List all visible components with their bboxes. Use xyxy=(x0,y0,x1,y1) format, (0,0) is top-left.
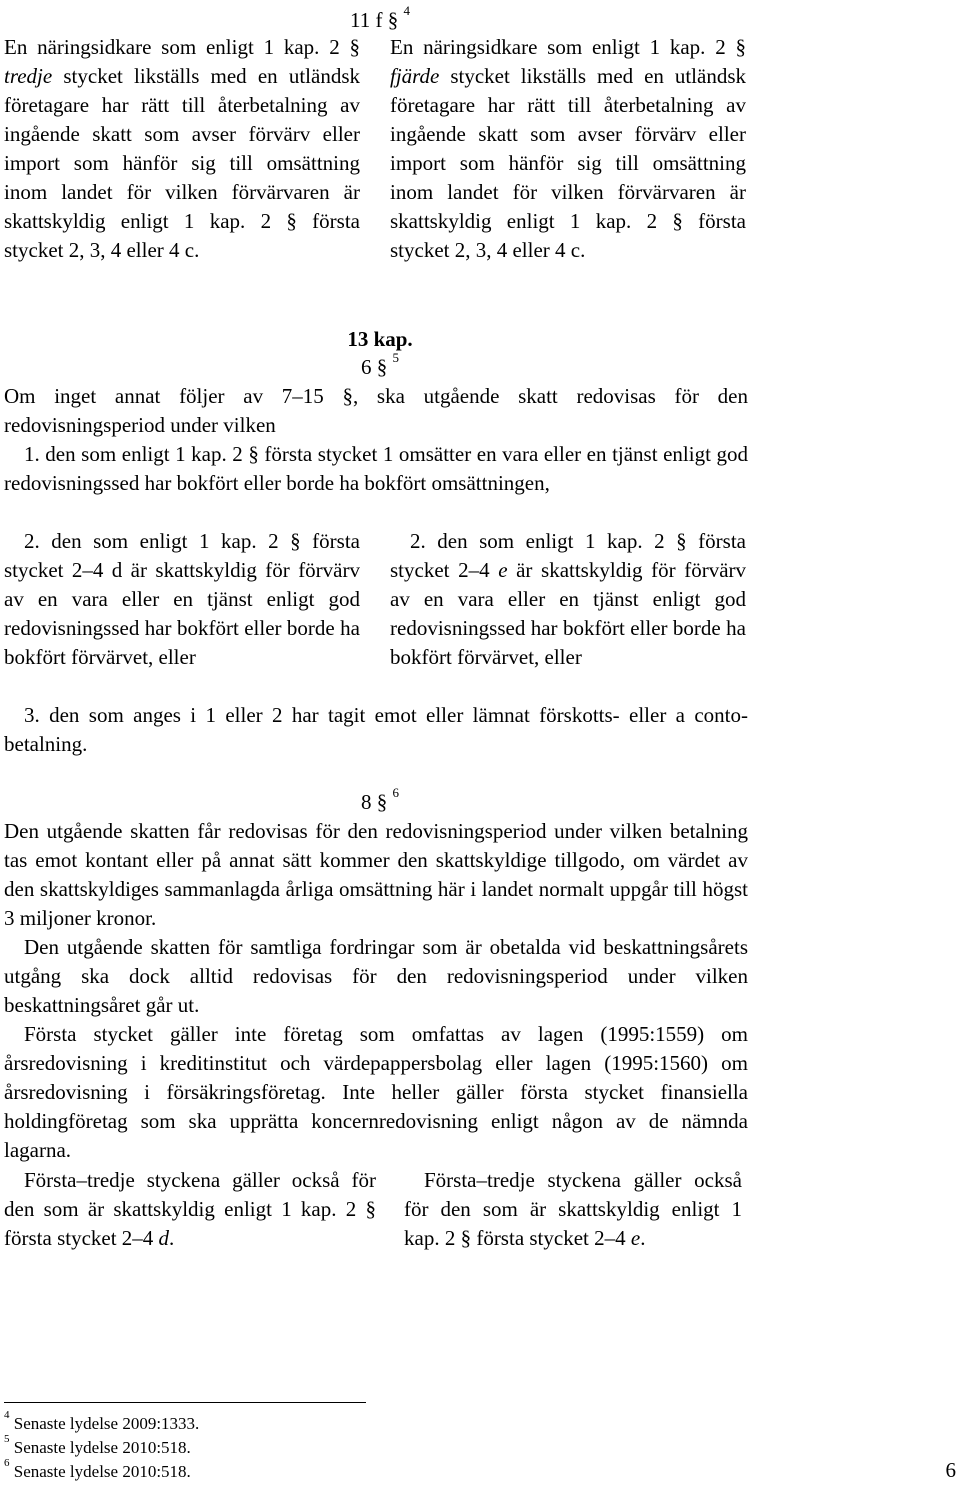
chapter-heading: 13 kap. xyxy=(347,327,413,351)
section-8-paragraph-4-left: Första–tredje styckena gäller också för den som är skattskyldig enligt 1 kap. 2 § första stycket 2–4 d. xyxy=(4,1168,376,1250)
section-8-paragraph-2: Den utgående skatten för samtliga fordringar som är obetalda vid beskattningsårets utgång ska dock alltid redovisas för den redovisningsperiod under vilken beskattningsåret går ut. xyxy=(4,935,748,1017)
section-heading-11f: 11 f § $^4$ xyxy=(350,3,410,32)
section-6-item-2-left: 2. den som enligt 1 kap. 2 § första stycket 2–4 d är skattskyldig för förvärv av en vara eller en tjänst enligt god redovisningssed har bokfört eller borde ha bokfört förvärvet, eller xyxy=(4,529,360,669)
footnote-5: $^5$ Senaste lydelse 2010:518. xyxy=(4,1433,191,1457)
section-8-paragraph-3: Första stycket gäller inte företag som omfattas av lagen (1995:1559) om årsredovisning i kreditinstitut och värdepappersbolag eller lagen (1995:1560) om årsredovisning i försäkringsföretag. Inte heller gäller första stycket finansiella holdingföretag som ska upprätta koncernredovisning enligt någon av de nämnda lagarna. xyxy=(4,1022,748,1162)
footnote-ref-6: 6 xyxy=(392,785,399,800)
section-heading-6: 6 § $^5$ xyxy=(361,350,399,379)
footnote-rule xyxy=(4,1402,366,1403)
section-8-paragraph-1: Den utgående skatten får redovisas för den redovisningsperiod under vilken betalning tas emot kontant eller på annat sätt kommer den skattskyldige tillgodo, om värdet av den skattskyldiges sammanlagda årliga omsättning här i landet normalt uppgår till högst 3 miljoner kronor. xyxy=(4,819,748,930)
footnote-ref-5: 5 xyxy=(392,350,399,365)
section-heading-8: 8 § $^6$ xyxy=(361,785,399,814)
section-11f-left-column: En näringsidkare som enligt 1 kap. 2 § tredje stycket likställs med en utländsk företagare har rätt till återbetalning av ingående skatt som avser förvärv eller import som hänför sig till omsättning inom landet för vilken förvärvaren är skattskyldig enligt 1 kap. 2 § första stycket 2, 3, 4 eller 4 c. xyxy=(4,35,360,262)
section-6-intro: Om inget annat följer av 7–15 §, ska utgående skatt redovisas för den redovisningsperiod under vilken xyxy=(4,384,748,437)
section-6-item-2-right: 2. den som enligt 1 kap. 2 § första stycket 2–4 e är skattskyldig för förvärv av en vara eller en tjänst enligt god redovisningssed har bokfört eller borde ha bokfört förvärvet, eller xyxy=(390,529,747,669)
footnote-6: $^6$ Senaste lydelse 2010:518. xyxy=(4,1457,191,1481)
section-6-item-1: 1. den som enligt 1 kap. 2 § första stycket 1 omsätter en vara eller en tjänst enligt god redovisningssed har bokfört eller borde ha bokfört omsättningen, xyxy=(4,442,748,495)
footnote-ref-4: 4 xyxy=(403,3,410,18)
section-8-paragraph-4-right: Första–tredje styckena gäller också för den som är skattskyldig enligt 1 kap. 2 § första stycket 2–4 e. xyxy=(404,1168,742,1250)
footnote-4: $^4$ Senaste lydelse 2009:1333. xyxy=(4,1409,200,1433)
section-11f-right-column: En näringsidkare som enligt 1 kap. 2 § fjärde stycket likställs med en utländsk företagare har rätt till återbetalning av ingående skatt som avser förvärv eller import som hänför sig till omsättning inom landet för vilken förvärvaren är skattskyldig enligt 1 kap. 2 § första stycket 2, 3, 4 eller 4 c. xyxy=(390,35,746,262)
page-number: 6 xyxy=(945,1458,956,1482)
section-6-item-3: 3. den som anges i 1 eller 2 har tagit emot eller lämnat förskotts- eller a conto-betalning. xyxy=(4,703,748,756)
